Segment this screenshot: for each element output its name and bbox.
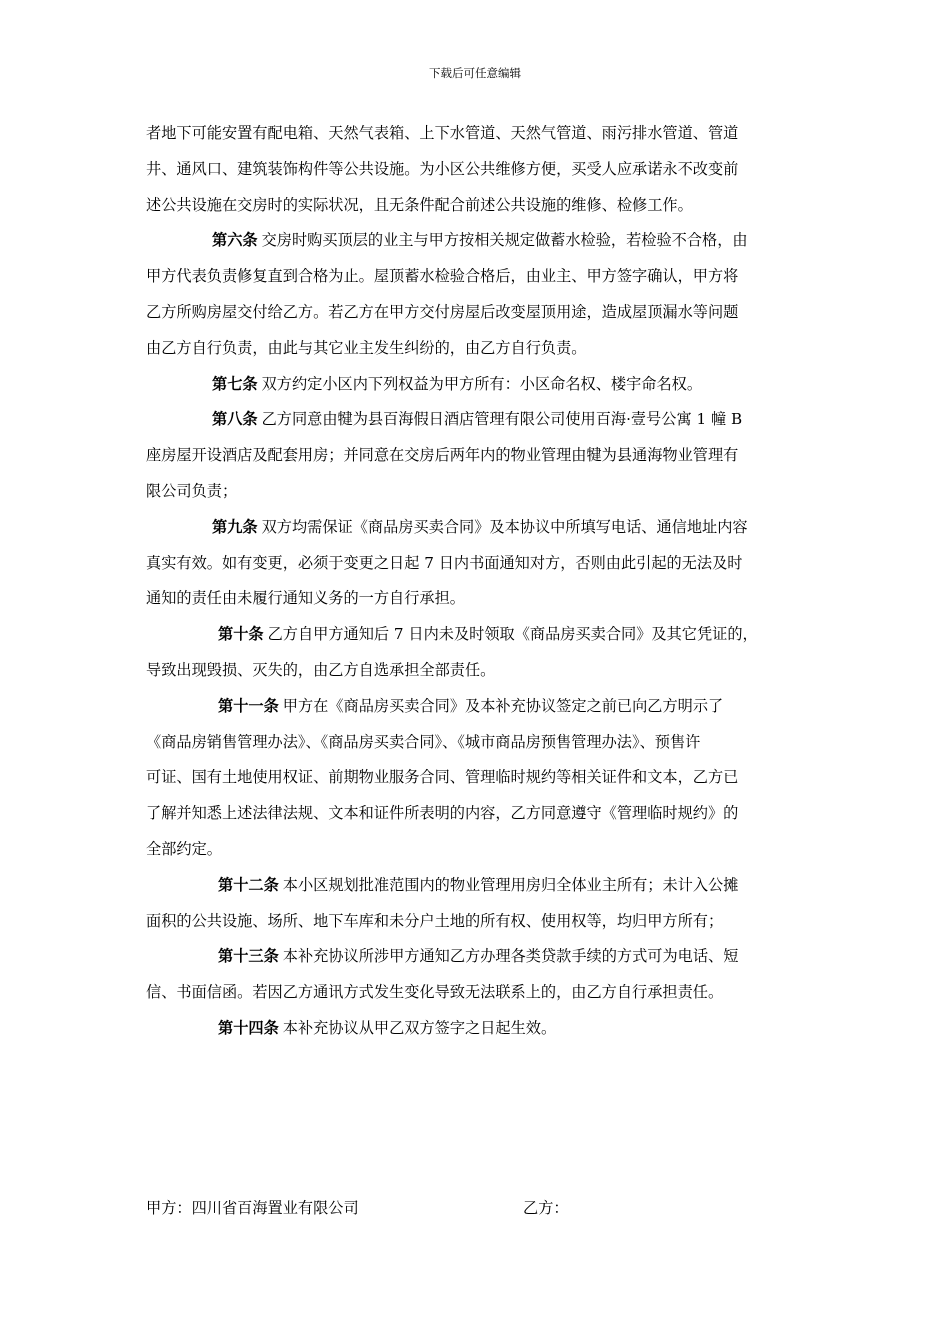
- text-line: 由乙方自行负责，由此与其它业主发生纠纷的，由乙方自行负责。: [146, 338, 587, 357]
- text-line: [146, 695, 810, 731]
- party-b-signature: 乙方：: [523, 1199, 569, 1217]
- article-text: 本补充协议从甲乙双方签字之日起生效。: [282, 1018, 557, 1037]
- paragraph-article-6: [146, 229, 810, 372]
- text-line: [146, 229, 810, 265]
- text-line: 信、书面信函。若因乙方通讯方式发生变化导致无法联系上的，由乙方自行承担责任。: [146, 983, 724, 1002]
- party-a-signature: 甲方：四川省百海置业有限公司: [146, 1199, 359, 1217]
- text-line: 导致出现毁损、灭失的，由乙方自选承担全部责任。: [146, 660, 496, 679]
- text-line: [146, 945, 810, 981]
- text-line: 限公司负责；: [146, 481, 238, 500]
- article-text: 双方约定小区内下列权益为甲方所有：小区命名权、楼宇命名权。: [261, 374, 702, 393]
- text-line: [146, 874, 810, 910]
- text-line: 全部约定。: [146, 839, 222, 858]
- text-line: [146, 1017, 810, 1053]
- article-heading: 第六条: [212, 231, 258, 250]
- text-line: 甲方代表负责修复直到合格为止。屋顶蓄水检验合格后，由业主、甲方签字确认，甲方将: [146, 267, 739, 286]
- article-text: 乙方同意由犍为县百海假日酒店管理有限公司使用百海·壹号公寓 1 幢 B: [261, 410, 743, 429]
- text-line: 面积的公共设施、场所、地下车库和未分户土地的所有权、使用权等，均归甲方所有；: [146, 911, 724, 930]
- article-text: 乙方自甲方通知后 7 日内未及时领取《商品房买卖合同》及其它凭证的，: [267, 625, 758, 644]
- article-heading: 第十四条: [218, 1018, 279, 1037]
- article-heading: 第七条: [212, 374, 258, 393]
- article-heading: 第十二条: [218, 875, 279, 894]
- article-text: 双方均需保证《商品房买卖合同》及本协议中所填写电话、通信地址内容: [261, 517, 748, 536]
- text-line: 真实有效。如有变更，必须于变更之日起 7 日内书面通知对方，否则由此引起的无法及时: [146, 553, 743, 572]
- text-line: 通知的责任由未履行通知义务的一方自行承担。: [146, 589, 465, 608]
- article-heading: 第十三条: [218, 947, 279, 966]
- document-body: [146, 122, 810, 1053]
- text-line: 《商品房销售管理办法》、《商品房买卖合同》、《城市商品房预售管理办法》、预售许: [146, 732, 701, 751]
- paragraph-article-7: [146, 373, 810, 409]
- article-heading: 第八条: [212, 410, 258, 429]
- text-line: 井、通风口、建筑装饰构件等公共设施。为小区公共维修方便，买受人应承诺永不改变前: [146, 159, 739, 178]
- paragraph-article-11: [146, 695, 810, 874]
- text-line: [146, 516, 810, 552]
- article-text: 甲方在《商品房买卖合同》及本补充协议签定之前已向乙方明示了: [282, 696, 724, 715]
- text-line: 述公共设施在交房时的实际状况，且无条件配合前述公共设施的维修、检修工作。: [146, 195, 693, 214]
- paragraph-article-12: [146, 874, 810, 946]
- text-line: [146, 408, 810, 444]
- text-line: 乙方所购房屋交付给乙方。若乙方在甲方交付房屋后改变屋顶用途，造成屋顶漏水等问题: [146, 302, 739, 321]
- text-line: 座房屋开设酒店及配套用房；并同意在交房后两年内的物业管理由犍为县通海物业管理有: [146, 446, 739, 465]
- article-text: 交房时购买顶层的业主与甲方按相关规定做蓄水检验，若检验不合格，由: [261, 231, 748, 250]
- article-heading: 第九条: [212, 517, 258, 536]
- text-line: [146, 623, 810, 659]
- article-heading: 第十条: [218, 625, 264, 644]
- text-line: [146, 373, 810, 409]
- article-text: 本补充协议所涉甲方通知乙方办理各类贷款手续的方式可为电话、短: [282, 947, 739, 966]
- page-header-note: 下载后可任意编辑: [429, 66, 521, 80]
- paragraph-article-10: [146, 623, 810, 695]
- paragraph-article-8: [146, 408, 810, 515]
- paragraph-article-13: [146, 945, 810, 1017]
- text-line: 了解并知悉上述法律法规、文本和证件所表明的内容，乙方同意遵守《管理临时规约》的: [146, 804, 739, 823]
- paragraph-article-5-continued: [146, 122, 810, 229]
- article-text: 本小区规划批准范围内的物业管理用房归全体业主所有；未计入公摊: [282, 875, 739, 894]
- paragraph-article-9: [146, 516, 810, 623]
- text-line: 者地下可能安置有配电箱、天然气表箱、上下水管道、天然气管道、雨污排水管道、管道: [146, 124, 739, 142]
- text-line: 可证、国有土地使用权证、前期物业服务合同、管理临时规约等相关证件和文本，乙方已: [146, 768, 739, 787]
- article-heading: 第十一条: [218, 696, 279, 715]
- paragraph-article-14: [146, 1017, 810, 1053]
